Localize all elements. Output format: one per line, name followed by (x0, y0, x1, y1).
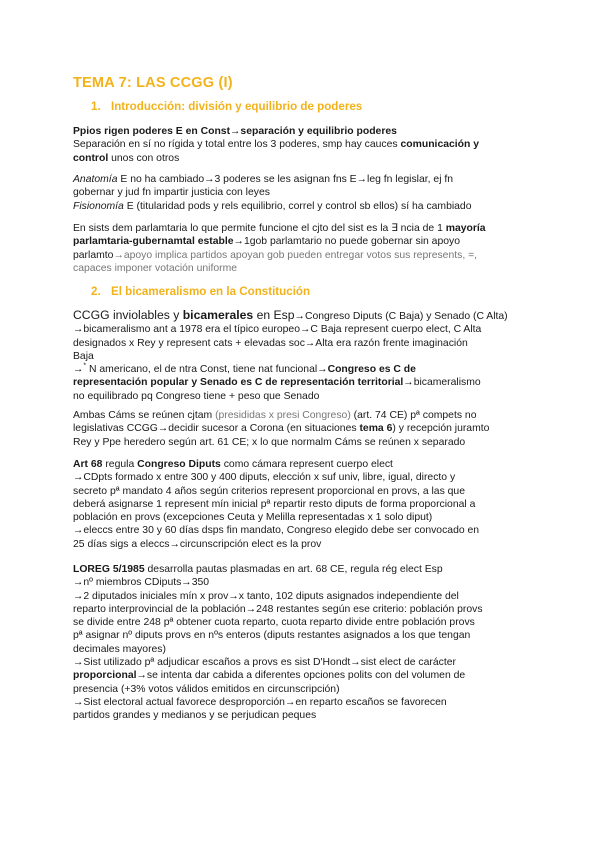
text-line: →CDpts formado x entre 300 y 400 diputs, elección x suf univ, libre, igual, directo y (73, 472, 456, 484)
text-run-bold: representación popular y Senado es C de representación territorial (73, 377, 404, 389)
text-run: N americano, el de ntra Const, tiene nat funcional→ (86, 364, 328, 376)
text-line (73, 138, 533, 151)
text-run: legislativas CCGG→decidir sucesor a Corona (en situaciones (73, 423, 360, 435)
text-line (73, 249, 533, 262)
text-line: gobernar y jud fn impartir justicia con leyes (73, 187, 270, 199)
text-line (73, 422, 533, 435)
text-line (73, 222, 533, 235)
section-1-heading (91, 100, 362, 113)
section-1-paragraph-3 (73, 222, 533, 275)
text-run: en Esp (253, 308, 295, 322)
text-run: como cámara represent cuerpo elect (220, 459, 393, 470)
text-run: parlamto (73, 249, 114, 261)
text-line: se divide entre 248 pª obtener cuota reparto, cuota reparto divide entre población provs (73, 617, 475, 629)
text-run-bold: bicamerales (182, 308, 254, 322)
text-line (73, 669, 533, 682)
text-run: ) y recepción juramto (392, 423, 490, 435)
text-run: regula (102, 459, 138, 470)
text-line: secreto pª mandato 4 años según criterios represent proporcional en provs, a las que (73, 485, 465, 497)
page-title: TEMA 7: LAS CCGG (I) (73, 75, 233, 91)
text-run-bold: Congreso Diputs (137, 459, 221, 470)
text-run: →1gob parlamtario no puede gobernar sin apoyo (233, 236, 460, 248)
text-run-bold: tema 6 (359, 423, 393, 435)
text-line: →Sist electoral actual favorece desproporción→en reparto escaños se favorecen (73, 696, 447, 708)
text-line (73, 235, 533, 248)
section-1-paragraph-2 (73, 173, 533, 213)
text-run: → (73, 364, 84, 376)
text-run-bold: mayoría (445, 223, 486, 234)
text-run: E no ha cambiado→3 poderes se les asignan fns E→leg fn legislar, ej fn (117, 174, 454, 185)
text-line (73, 563, 533, 576)
text-line: →bicameralismo ant a 1978 era el típico europeo→C Baja represent cuerpo elect, C Alta (73, 324, 482, 336)
text-line (73, 458, 533, 471)
text-line (73, 152, 533, 165)
section-1-number: 1. (91, 100, 101, 113)
text-run: →bicameralismo (403, 377, 481, 389)
section-2-paragraph-3 (73, 458, 533, 551)
text-line: →nº miembros CDiputs→350 (73, 577, 210, 589)
text-run-grey: →apoyo implica partidos apoyan gob pueden entregar votos sus represents, =, (113, 249, 478, 261)
text-run: CCGG inviolables y (73, 308, 183, 322)
section-2-title: El bicameralismo en la Constitución (111, 285, 311, 298)
text-line: deberá asignarse 1 represent mín inicial pª repartir resto diputs de forma proporcional a (73, 498, 476, 510)
text-line (73, 309, 533, 323)
text-line: Baja (73, 350, 94, 362)
text-run: →Congreso Diputs (C Baja) y Senado (C Alta) (294, 311, 508, 322)
text-line: →Sist utilizado pª adjudicar escaños a provs es sist D'Hondt→sist elect de carácter (73, 657, 456, 669)
text-run-bold: Congreso es C de (327, 364, 416, 376)
text-run: (art. 74 CE) pª compets no (350, 410, 477, 421)
text-run: Separación en sí no rígida y total entre los 3 poderes, smp hay cauces (73, 139, 401, 151)
text-run-bold: Art 68 (73, 459, 103, 470)
text-line: no equilibrado pq Congreso tiene + peso que Senado (73, 390, 320, 402)
text-run-bold: proporcional (73, 670, 137, 682)
section-2-paragraph-2 (73, 409, 533, 449)
section-1-paragraph-1 (73, 125, 533, 165)
text-line: decimales mayores) (73, 643, 166, 655)
text-run: →se intenta dar cabida a diferentes opciones polits con del volumen de (136, 670, 466, 682)
text-run-grey: (presididas x presi Congreso) (215, 410, 351, 421)
text-line (73, 376, 533, 389)
text-run: En sists dem parlamtaria lo que permite funcione el cjto del sist es la ∃ ncia de 1 (73, 223, 446, 234)
text-run-bold: comunicación y (400, 139, 480, 151)
text-line: →eleccs entre 30 y 60 días dsps fin mandato, Congreso elegido debe ser convocado en (73, 525, 480, 537)
text-line: Rey y Ppe heredero según art. 61 CE; x lo que normalm Cáms se reúnen x separado (73, 436, 466, 448)
text-run-bold: LOREG 5/1985 (73, 564, 145, 575)
text-line: pª asignar nº diputs provs en nºs enteros (diputs restantes asignados a los que tengan (73, 630, 471, 642)
text-line (73, 363, 533, 376)
text-line: 25 días sigs a eleccs→circunscripción elect es la prov (73, 538, 322, 550)
text-run-bold: control (73, 152, 109, 164)
section-1-title: Introducción: división y equilibrio de poderes (111, 100, 363, 113)
text-run-sup: * (83, 362, 87, 370)
text-line (73, 409, 533, 422)
section-2-paragraph-1 (73, 309, 533, 403)
text-line: reparto interprovincial de la población→248 restantes según ese criterio: población provs (73, 603, 483, 615)
section-2-heading (91, 285, 310, 298)
text-run: desarrolla pautas plasmadas en art. 68 CE, regula rég elect Esp (144, 564, 443, 575)
section-2-number: 2. (91, 285, 101, 298)
text-line: Ppios rigen poderes E en Const→separación y equilibrio poderes (73, 126, 397, 137)
text-line: →2 diputados iniciales mín x prov→x tanto, 102 diputs asignados independiente del (73, 590, 459, 602)
text-line: capaces imponer votación uniforme (73, 262, 238, 274)
text-line: partidos grandes y medianos y se perjudican peques (73, 710, 317, 722)
text-run: Ambas Cáms se reúnen cjtam (73, 410, 216, 421)
text-line: designados x Rey y represent cats + elevadas soc→Alta era razón frente imaginación (73, 337, 468, 349)
text-line (73, 200, 533, 213)
text-line: presencia (+3% votos válidos emitidos en circunscripción) (73, 683, 340, 695)
text-run-bold: parlamtaria-gubernamtal estable (73, 236, 234, 248)
text-line: población en provs (excepciones Ceuta y Melilla representadas x 1 solo diput) (73, 512, 433, 524)
text-run-italic: Anatomía (73, 174, 118, 185)
text-line (73, 173, 533, 186)
text-run-italic: Fisionomía (73, 200, 124, 212)
text-run: E (titularidad pods y rels equilibrio, correl y control sb ellos) sí ha cambiado (123, 200, 472, 212)
section-2-paragraph-4 (73, 563, 533, 723)
text-run: unos con otros (108, 152, 180, 164)
